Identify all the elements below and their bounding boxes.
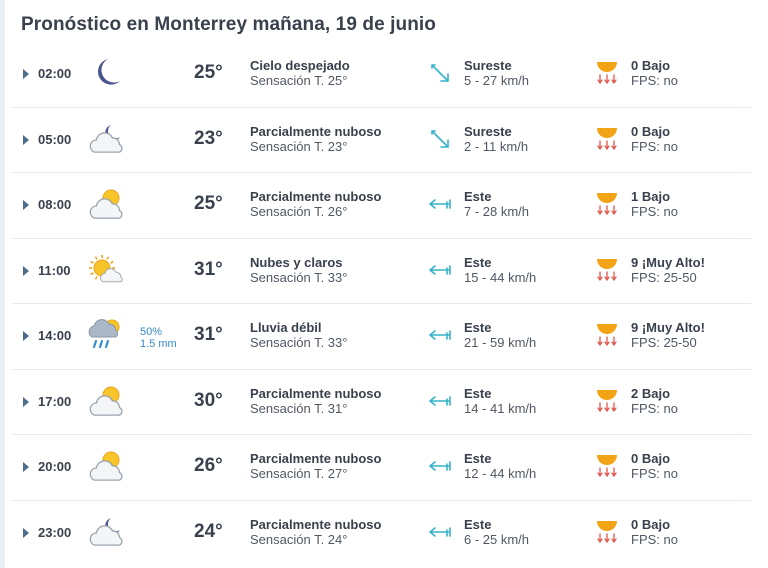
forecast-row[interactable] xyxy=(12,370,751,436)
weather-icon xyxy=(86,514,124,550)
feels-like: Sensación T. 24° xyxy=(250,531,348,547)
uv-level: 9 ¡Muy Alto! xyxy=(631,320,705,335)
wind xyxy=(464,124,528,154)
wind-direction-icon xyxy=(427,519,453,545)
wind-speed: 14 - 41 km/h xyxy=(464,400,537,416)
uv-index xyxy=(631,58,678,88)
weather-icon xyxy=(86,121,124,157)
condition xyxy=(250,124,381,154)
feels-like: Sensación T. 23° xyxy=(250,138,348,154)
forecast-time: 14:00 xyxy=(38,328,72,343)
uv-index-icon xyxy=(595,386,619,414)
condition-label: Nubes y claros xyxy=(250,254,343,270)
wind xyxy=(464,255,536,285)
forecast-time: 05:00 xyxy=(38,131,72,147)
wind-direction-icon xyxy=(427,453,453,479)
temperature: 31° xyxy=(194,258,223,280)
wind-speed: 6 - 25 km/h xyxy=(464,531,530,547)
wind-direction-icon xyxy=(427,191,453,217)
uv-level: 0 Bajo xyxy=(631,451,671,466)
feels-like: Sensación T. 33° xyxy=(250,269,348,285)
wind-direction-icon xyxy=(427,126,453,152)
wind-direction: Sureste xyxy=(464,58,512,73)
forecast-time: 17:00 xyxy=(38,393,72,409)
uv-index-icon xyxy=(595,320,619,348)
wind-direction: Este xyxy=(464,451,492,466)
condition xyxy=(250,386,381,416)
wind-direction-icon xyxy=(427,60,453,86)
forecast-time: 23:00 xyxy=(38,524,72,540)
temperature: 25° xyxy=(194,62,223,83)
temperature: 26° xyxy=(194,455,223,476)
expand-caret-icon[interactable] xyxy=(23,69,29,79)
expand-caret-icon[interactable] xyxy=(23,397,29,407)
condition-label: Parcialmente nuboso xyxy=(250,189,382,204)
weather-icon xyxy=(86,252,124,288)
expand-caret-icon[interactable] xyxy=(23,528,29,538)
forecast-time: 20:00 xyxy=(38,459,72,474)
temperature: 25° xyxy=(194,193,223,214)
uv-level: 0 Bajo xyxy=(631,516,671,532)
condition-label: Parcialmente nuboso xyxy=(250,385,382,401)
wind xyxy=(464,58,529,88)
uv-index xyxy=(631,124,678,154)
feels-like: Sensación T. 31° xyxy=(250,400,348,416)
weather-icon xyxy=(86,383,124,419)
weather-icon xyxy=(86,186,124,222)
uv-index xyxy=(631,517,678,547)
uv-index-icon xyxy=(595,255,619,283)
temperature: 31° xyxy=(194,324,223,345)
wind-direction: Este xyxy=(464,320,492,335)
fps: FPS: 25-50 xyxy=(631,335,697,350)
uv-index xyxy=(631,320,705,350)
fps: FPS: no xyxy=(631,138,678,154)
page-title: Pronóstico en Monterrey mañana, 19 de junio xyxy=(21,14,436,35)
wind-direction: Este xyxy=(464,516,492,532)
wind-direction: Este xyxy=(464,385,492,401)
uv-index xyxy=(631,189,678,219)
wind-speed: 12 - 44 km/h xyxy=(464,466,537,481)
feels-like: Sensación T. 33° xyxy=(250,335,348,350)
weather-icon xyxy=(86,55,124,91)
condition-label: Cielo despejado xyxy=(250,58,350,73)
left-edge-bar xyxy=(0,0,5,568)
wind-speed: 5 - 27 km/h xyxy=(464,73,530,88)
fps: FPS: 25-50 xyxy=(631,269,697,285)
expand-caret-icon[interactable] xyxy=(23,331,29,341)
wind xyxy=(464,189,529,219)
uv-index-icon xyxy=(595,451,619,479)
uv-index xyxy=(631,255,705,285)
condition-label: Parcialmente nuboso xyxy=(250,123,382,139)
wind-direction-icon xyxy=(427,257,453,283)
forecast-row[interactable] xyxy=(12,239,751,305)
expand-caret-icon[interactable] xyxy=(23,200,29,210)
condition xyxy=(250,451,381,481)
uv-level: 9 ¡Muy Alto! xyxy=(631,254,705,270)
condition xyxy=(250,189,381,219)
uv-level: 0 Bajo xyxy=(631,123,671,139)
feels-like: Sensación T. 26° xyxy=(250,204,348,219)
wind-direction: Sureste xyxy=(464,123,512,139)
fps: FPS: no xyxy=(631,400,678,416)
temperature: 30° xyxy=(194,389,223,411)
weather-icon xyxy=(86,448,124,484)
condition-label: Lluvia débil xyxy=(250,320,322,335)
wind-speed: 21 - 59 km/h xyxy=(464,335,537,350)
feels-like: Sensación T. 25° xyxy=(250,73,348,88)
forecast-time: 08:00 xyxy=(38,197,72,212)
expand-caret-icon[interactable] xyxy=(23,266,29,276)
forecast-row[interactable] xyxy=(12,173,751,239)
wind-speed: 2 - 11 km/h xyxy=(464,138,529,154)
precip-chance: 50% xyxy=(140,326,163,338)
wind-direction: Este xyxy=(464,189,492,204)
uv-index-icon xyxy=(595,124,619,152)
uv-index xyxy=(631,386,678,416)
wind-speed: 7 - 28 km/h xyxy=(464,204,530,219)
expand-caret-icon[interactable] xyxy=(23,462,29,472)
wind-direction-icon xyxy=(427,388,453,414)
condition xyxy=(250,320,347,350)
fps: FPS: no xyxy=(631,73,678,88)
fps: FPS: no xyxy=(631,204,678,219)
weather-icon xyxy=(86,317,124,353)
forecast-row[interactable] xyxy=(12,42,751,108)
forecast-time: 02:00 xyxy=(38,66,72,81)
uv-index-icon xyxy=(595,189,619,217)
forecast-row[interactable] xyxy=(12,435,751,501)
forecast-time: 11:00 xyxy=(38,262,71,278)
forecast-row[interactable] xyxy=(12,501,751,567)
wind-speed: 15 - 44 km/h xyxy=(464,269,537,285)
precip-amount: 1.5 mm xyxy=(140,338,177,350)
condition xyxy=(250,517,381,547)
temperature: 23° xyxy=(194,127,223,149)
condition-label: Parcialmente nuboso xyxy=(250,516,382,532)
wind xyxy=(464,517,529,547)
forecast-row[interactable] xyxy=(12,108,751,174)
wind xyxy=(464,320,536,350)
fps: FPS: no xyxy=(631,531,678,547)
forecast-row[interactable] xyxy=(12,304,751,370)
wind xyxy=(464,386,536,416)
wind-direction: Este xyxy=(464,254,492,270)
hourly-forecast-list xyxy=(12,42,751,566)
uv-level: 1 Bajo xyxy=(631,189,671,204)
fps: FPS: no xyxy=(631,466,678,481)
feels-like: Sensación T. 27° xyxy=(250,466,348,481)
uv-index xyxy=(631,451,678,481)
condition xyxy=(250,58,350,88)
condition-label: Parcialmente nuboso xyxy=(250,451,382,466)
expand-caret-icon[interactable] xyxy=(23,135,29,145)
precipitation xyxy=(140,326,177,350)
temperature: 24° xyxy=(194,520,223,542)
wind-direction-icon xyxy=(427,322,453,348)
uv-level: 2 Bajo xyxy=(631,385,671,401)
uv-index-icon xyxy=(595,517,619,545)
uv-index-icon xyxy=(595,58,619,86)
uv-level: 0 Bajo xyxy=(631,58,671,73)
condition xyxy=(250,255,347,285)
wind xyxy=(464,451,536,481)
